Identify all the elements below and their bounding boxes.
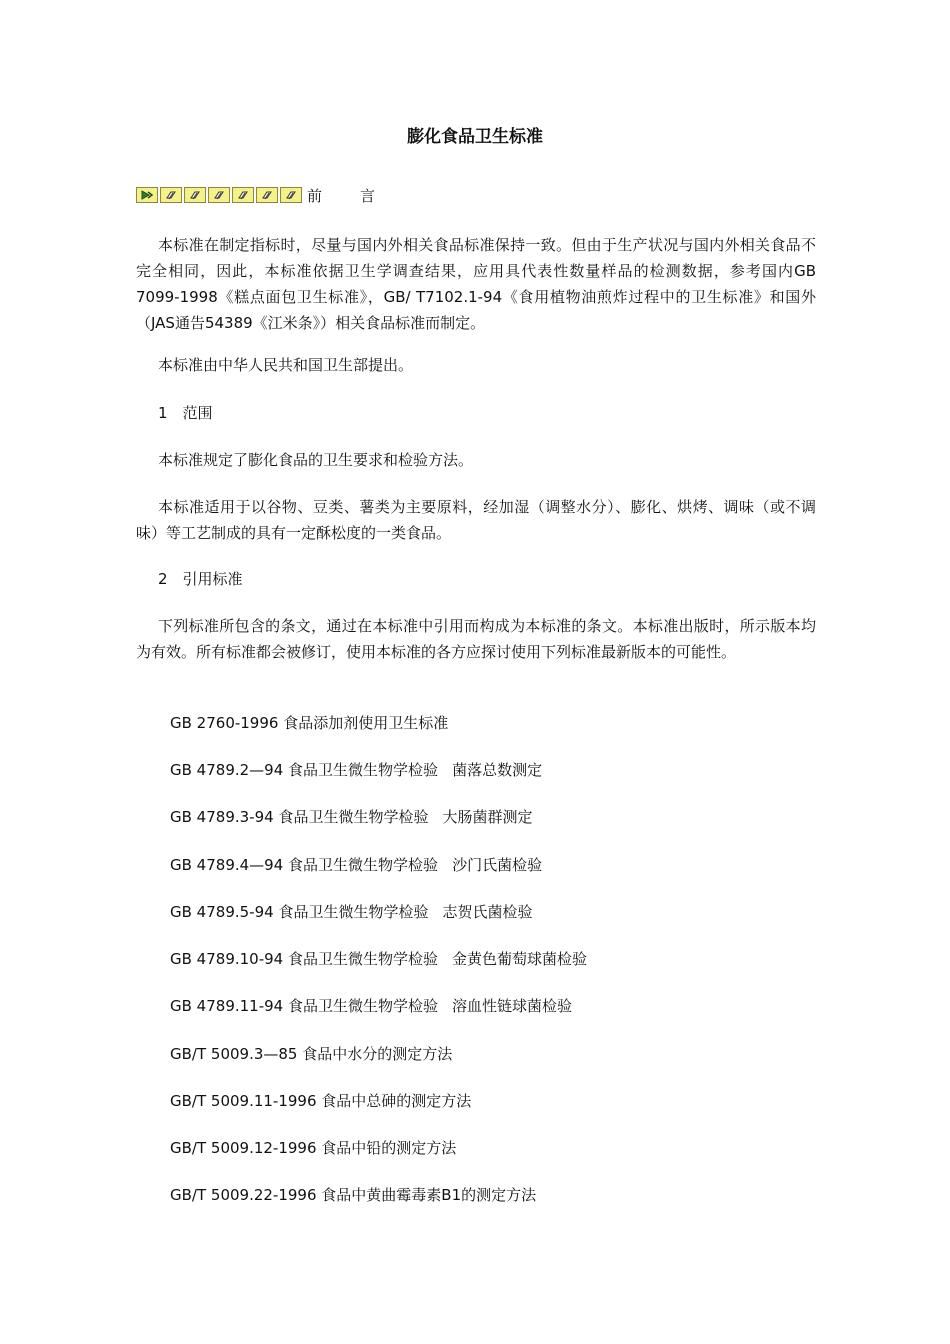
- reference-item: GB 4789.2—94 食品卫生微生物学检验 菌落总数测定: [170, 761, 543, 779]
- reference-item: GB/T 5009.22-1996 食品中黄曲霉毒素B1的测定方法: [170, 1186, 537, 1204]
- section-heading-scope: 1 范围: [158, 404, 213, 422]
- intro-paragraph: 本标准在制定指标时，尽量与国内外相关食品标准保持一致。但由于生产状况与国内外相关食品不完全相同，因此，本标准依据卫生学调查结果，应用具代表性数量样品的检测数据，参考国内GB 7099-1998《糕点面包卫生标准》，GB/ T7102.1-94《食用植物油煎炸过程中的卫生标准》和国外（JAS通告54389《江米条》）相关食品标准而制定。: [136, 236, 816, 332]
- reference-item: GB 4789.3-94 食品卫生微生物学检验 大肠菌群测定: [170, 808, 533, 826]
- next-arrow-icon[interactable]: [136, 187, 158, 203]
- applicability-paragraph: 本标准适用于以谷物、豆类、薯类为主要原料，经加湿（调整水分）、膨化、烘烤、调味（或不调味）等工艺制成的具有一定酥松度的一类食品。: [136, 498, 816, 542]
- proposer-paragraph: 本标准由中华人民共和国卫生部提出。: [158, 356, 414, 374]
- reference-item: GB 2760-1996 食品添加剂使用卫生标准: [170, 714, 449, 732]
- section-heading-references: 2 引用标准: [158, 570, 243, 588]
- references-intro-paragraph: 下列标准所包含的条文，通过在本标准中引用而构成为本标准的条文。本标准出版时，所示版本均为有效。所有标准都会被修订，使用本标准的各方应探讨使用下列标准最新版本的可能性。: [136, 617, 816, 661]
- scope-paragraph: 本标准规定了膨化食品的卫生要求和检验方法。: [158, 451, 474, 469]
- reference-item: GB 4789.11-94 食品卫生微生物学检验 溶血性链球菌检验: [170, 997, 573, 1015]
- reference-item: GB/T 5009.12-1996 食品中铅的测定方法: [170, 1139, 457, 1157]
- reference-item: GB 4789.4—94 食品卫生微生物学检验 沙门氏菌检验: [170, 856, 543, 874]
- link-icon[interactable]: [232, 187, 254, 203]
- page-title: 膨化食品卫生标准: [407, 127, 543, 147]
- link-icon[interactable]: [184, 187, 206, 203]
- reference-item: GB 4789.5-94 食品卫生微生物学检验 志贺氏菌检验: [170, 903, 533, 921]
- link-icon[interactable]: [256, 187, 278, 203]
- reference-item: GB/T 5009.11-1996 食品中总砷的测定方法: [170, 1092, 472, 1110]
- reference-item: GB/T 5009.3—85 食品中水分的测定方法: [170, 1045, 453, 1063]
- nav-icon-strip: [136, 187, 304, 204]
- reference-item: GB 4789.10-94 食品卫生微生物学检验 金黄色葡萄球菌检验: [170, 950, 588, 968]
- link-icon[interactable]: [280, 187, 302, 203]
- link-icon[interactable]: [160, 187, 182, 203]
- preface-heading: 前 言: [307, 186, 376, 205]
- link-icon[interactable]: [208, 187, 230, 203]
- preface-heading-row: [136, 184, 375, 206]
